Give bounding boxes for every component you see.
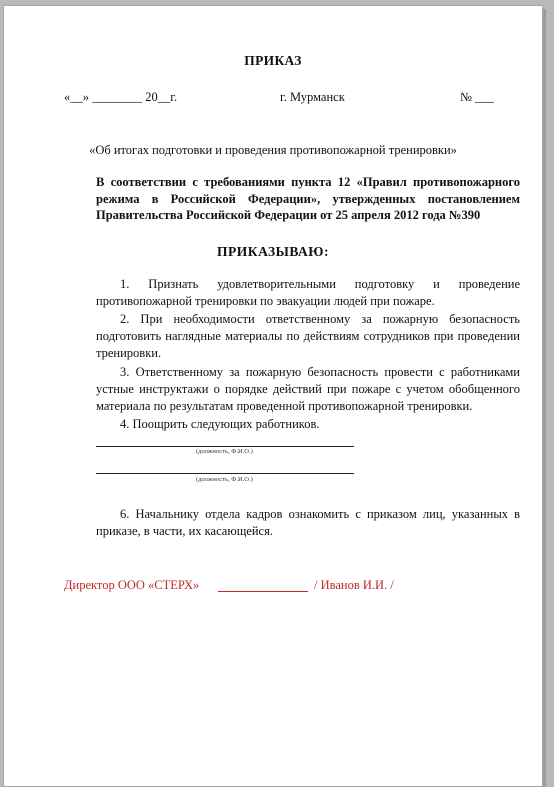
employee-caption-1: (должность, Ф.И.О.) (196, 448, 253, 455)
order-item-4: 4. Поощрить следующих работников. (120, 417, 320, 431)
director-title: Директор ООО «СТЕРХ» (64, 578, 200, 592)
director-name: / Иванов И.И. / (314, 578, 394, 592)
director-signature-line (218, 591, 308, 592)
order-item-6: 6. Начальнику отдела кадров ознакомить с приказом лиц, указанных в приказе, в части, их касающейся. (96, 507, 520, 538)
document-page (3, 5, 543, 787)
employee-line-1 (96, 446, 354, 447)
document-date: «__» ________ 20__г. (64, 90, 178, 104)
legal-basis: В соответствии с требованиями пункта 12 «Правил противопожарного режима в Российской Федерации», утвержденных постановлением Правительства Российской Федерации от 25 апреля 2012 года №390 (96, 175, 520, 222)
document-city: г. Мурманск (280, 90, 345, 104)
employee-line-2 (96, 473, 354, 474)
order-item-2: 2. При необходимости ответственному за пожарную безопасность подготовить наглядные материалы по действиям сотрудников при проведении тренировки. (96, 312, 520, 360)
order-item-1: 1. Признать удовлетворительными подготовку и проведение противопожарной тренировки по эвакуации людей при пожаре. (96, 277, 520, 308)
document-number: № ___ (460, 90, 494, 104)
document-title: ПРИКАЗ (244, 53, 302, 68)
order-heading: ПРИКАЗЫВАЮ: (217, 244, 329, 259)
document-subject: «Об итогах подготовки и проведения противопожарной тренировки» (89, 143, 457, 157)
employee-caption-2: (должность, Ф.И.О.) (196, 476, 253, 483)
order-item-3: 3. Ответственному за пожарную безопасность провести с работниками устные инструктажи о порядке действий при пожаре с учетом обобщенного материала по результатам проведенной противопожарной тренировки. (96, 365, 520, 413)
